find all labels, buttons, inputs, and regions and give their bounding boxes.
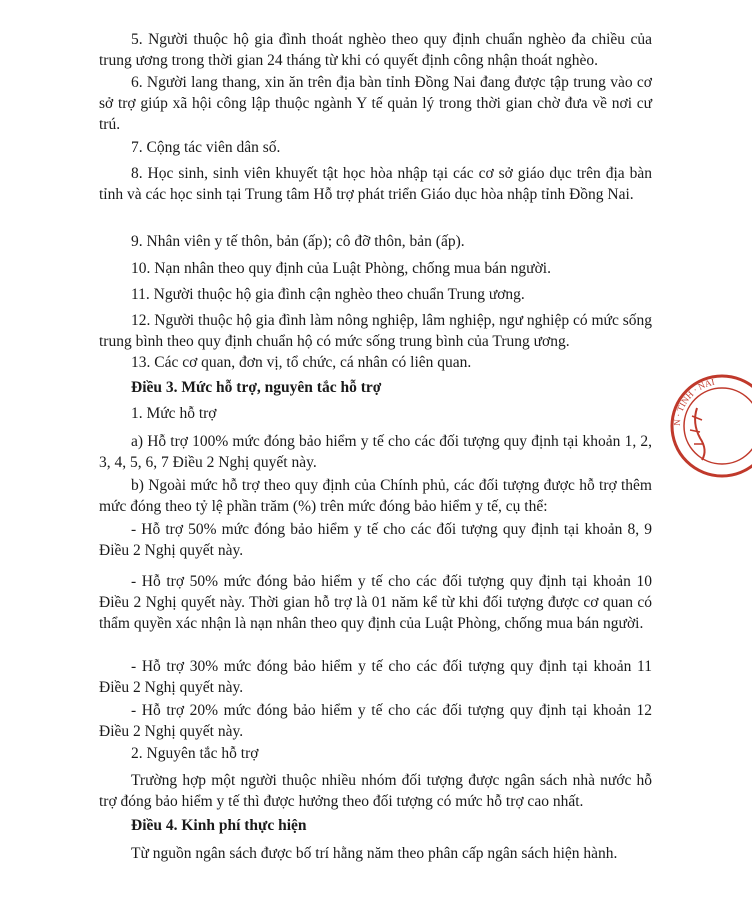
clause-10: 10. Nạn nhân theo quy định của Luật Phòng, chống mua bán người. (131, 260, 551, 277)
article-4-heading: Điều 4. Kinh phí thực hiện (131, 817, 307, 834)
official-seal-stamp (662, 368, 752, 484)
clause-8: 8. Học sinh, sinh viên khuyết tật học hòa nhập tại các cơ sở giáo dục trên địa bàn tỉnh và các học sinh tại Trung tâm Hỗ trợ phát triển Giáo dục hòa nhập tỉnh Đồng Nai. (99, 165, 652, 203)
point-b: b) Ngoài mức hỗ trợ theo quy định của Chính phủ, các đối tượng được hỗ trợ thêm mức đóng theo tỷ lệ phần trăm (%) trên mức đóng bảo hiểm y tế, cụ thể: (99, 477, 652, 515)
item-50-percent-8-9: - Hỗ trợ 50% mức đóng bảo hiểm y tế cho các đối tượng quy định tại khoản 8, 9 Điều 2 Nghị quyết này. (99, 521, 652, 559)
section-principle: 2. Nguyên tắc hỗ trợ (131, 745, 259, 762)
clause-13: 13. Các cơ quan, đơn vị, tổ chức, cá nhân có liên quan. (131, 354, 472, 371)
item-30-percent-11: - Hỗ trợ 30% mức đóng bảo hiểm y tế cho các đối tượng quy định tại khoản 11 Điều 2 Nghị quyết này. (99, 658, 652, 696)
clause-9: 9. Nhân viên y tế thôn, bản (ấp); cô đỡ thôn, bản (ấp). (131, 233, 465, 250)
section-support-level: 1. Mức hỗ trợ (131, 405, 217, 422)
point-a: a) Hỗ trợ 100% mức đóng bảo hiểm y tế cho các đối tượng quy định tại khoản 1, 2, 3, 4, 5, 6, 7 Điều 2 Nghị quyết này. (99, 433, 652, 471)
clause-11: 11. Người thuộc hộ gia đình cận nghèo theo chuẩn Trung ương. (131, 286, 525, 303)
clause-5: 5. Người thuộc hộ gia đình thoát nghèo theo quy định chuẩn nghèo đa chiều của trung ương trong thời gian 24 tháng từ khi có quyết định công nhận thoát nghèo. (99, 31, 652, 69)
item-20-percent-12: - Hỗ trợ 20% mức đóng bảo hiểm y tế cho các đối tượng quy định tại khoản 12 Điều 2 Nghị quyết này. (99, 702, 652, 740)
clause-7: 7. Cộng tác viên dân số. (131, 139, 281, 156)
principle-text: Trường hợp một người thuộc nhiều nhóm đối tượng được ngân sách nhà nước hỗ trợ đóng bảo hiểm y tế thì được hưởng theo đối tượng có mức hỗ trợ cao nhất. (99, 772, 652, 810)
seal-inner-ring (684, 388, 752, 464)
item-50-percent-10: - Hỗ trợ 50% mức đóng bảo hiểm y tế cho các đối tượng quy định tại khoản 10 Điều 2 Nghị quyết này. Thời gian hỗ trợ là 01 năm kể từ khi đối tượng được cơ quan có thẩm quyền xác nhận là nạn nhân theo quy định của Luật Phòng, chống mua bán người. (99, 573, 652, 632)
clause-12: 12. Người thuộc hộ gia đình làm nông nghiệp, lâm nghiệp, ngư nghiệp có mức sống trung bình theo quy định chuẩn hộ có mức sống trung bình của Trung ương. (99, 312, 652, 350)
seal-emblem-stroke (695, 408, 704, 460)
clause-6: 6. Người lang thang, xin ăn trên địa bàn tỉnh Đồng Nai đang được tập trung vào cơ sở trợ giúp xã hội công lập thuộc ngành Y tế quản lý trong thời gian chờ đưa về nơi cư trú. (99, 74, 652, 133)
funding-text: Từ nguồn ngân sách được bố trí hằng năm theo phân cấp ngân sách hiện hành. (131, 845, 618, 862)
seal-text: N · TỈNH · NAI (671, 376, 716, 427)
article-3-heading: Điều 3. Mức hỗ trợ, nguyên tắc hỗ trợ (131, 379, 382, 396)
